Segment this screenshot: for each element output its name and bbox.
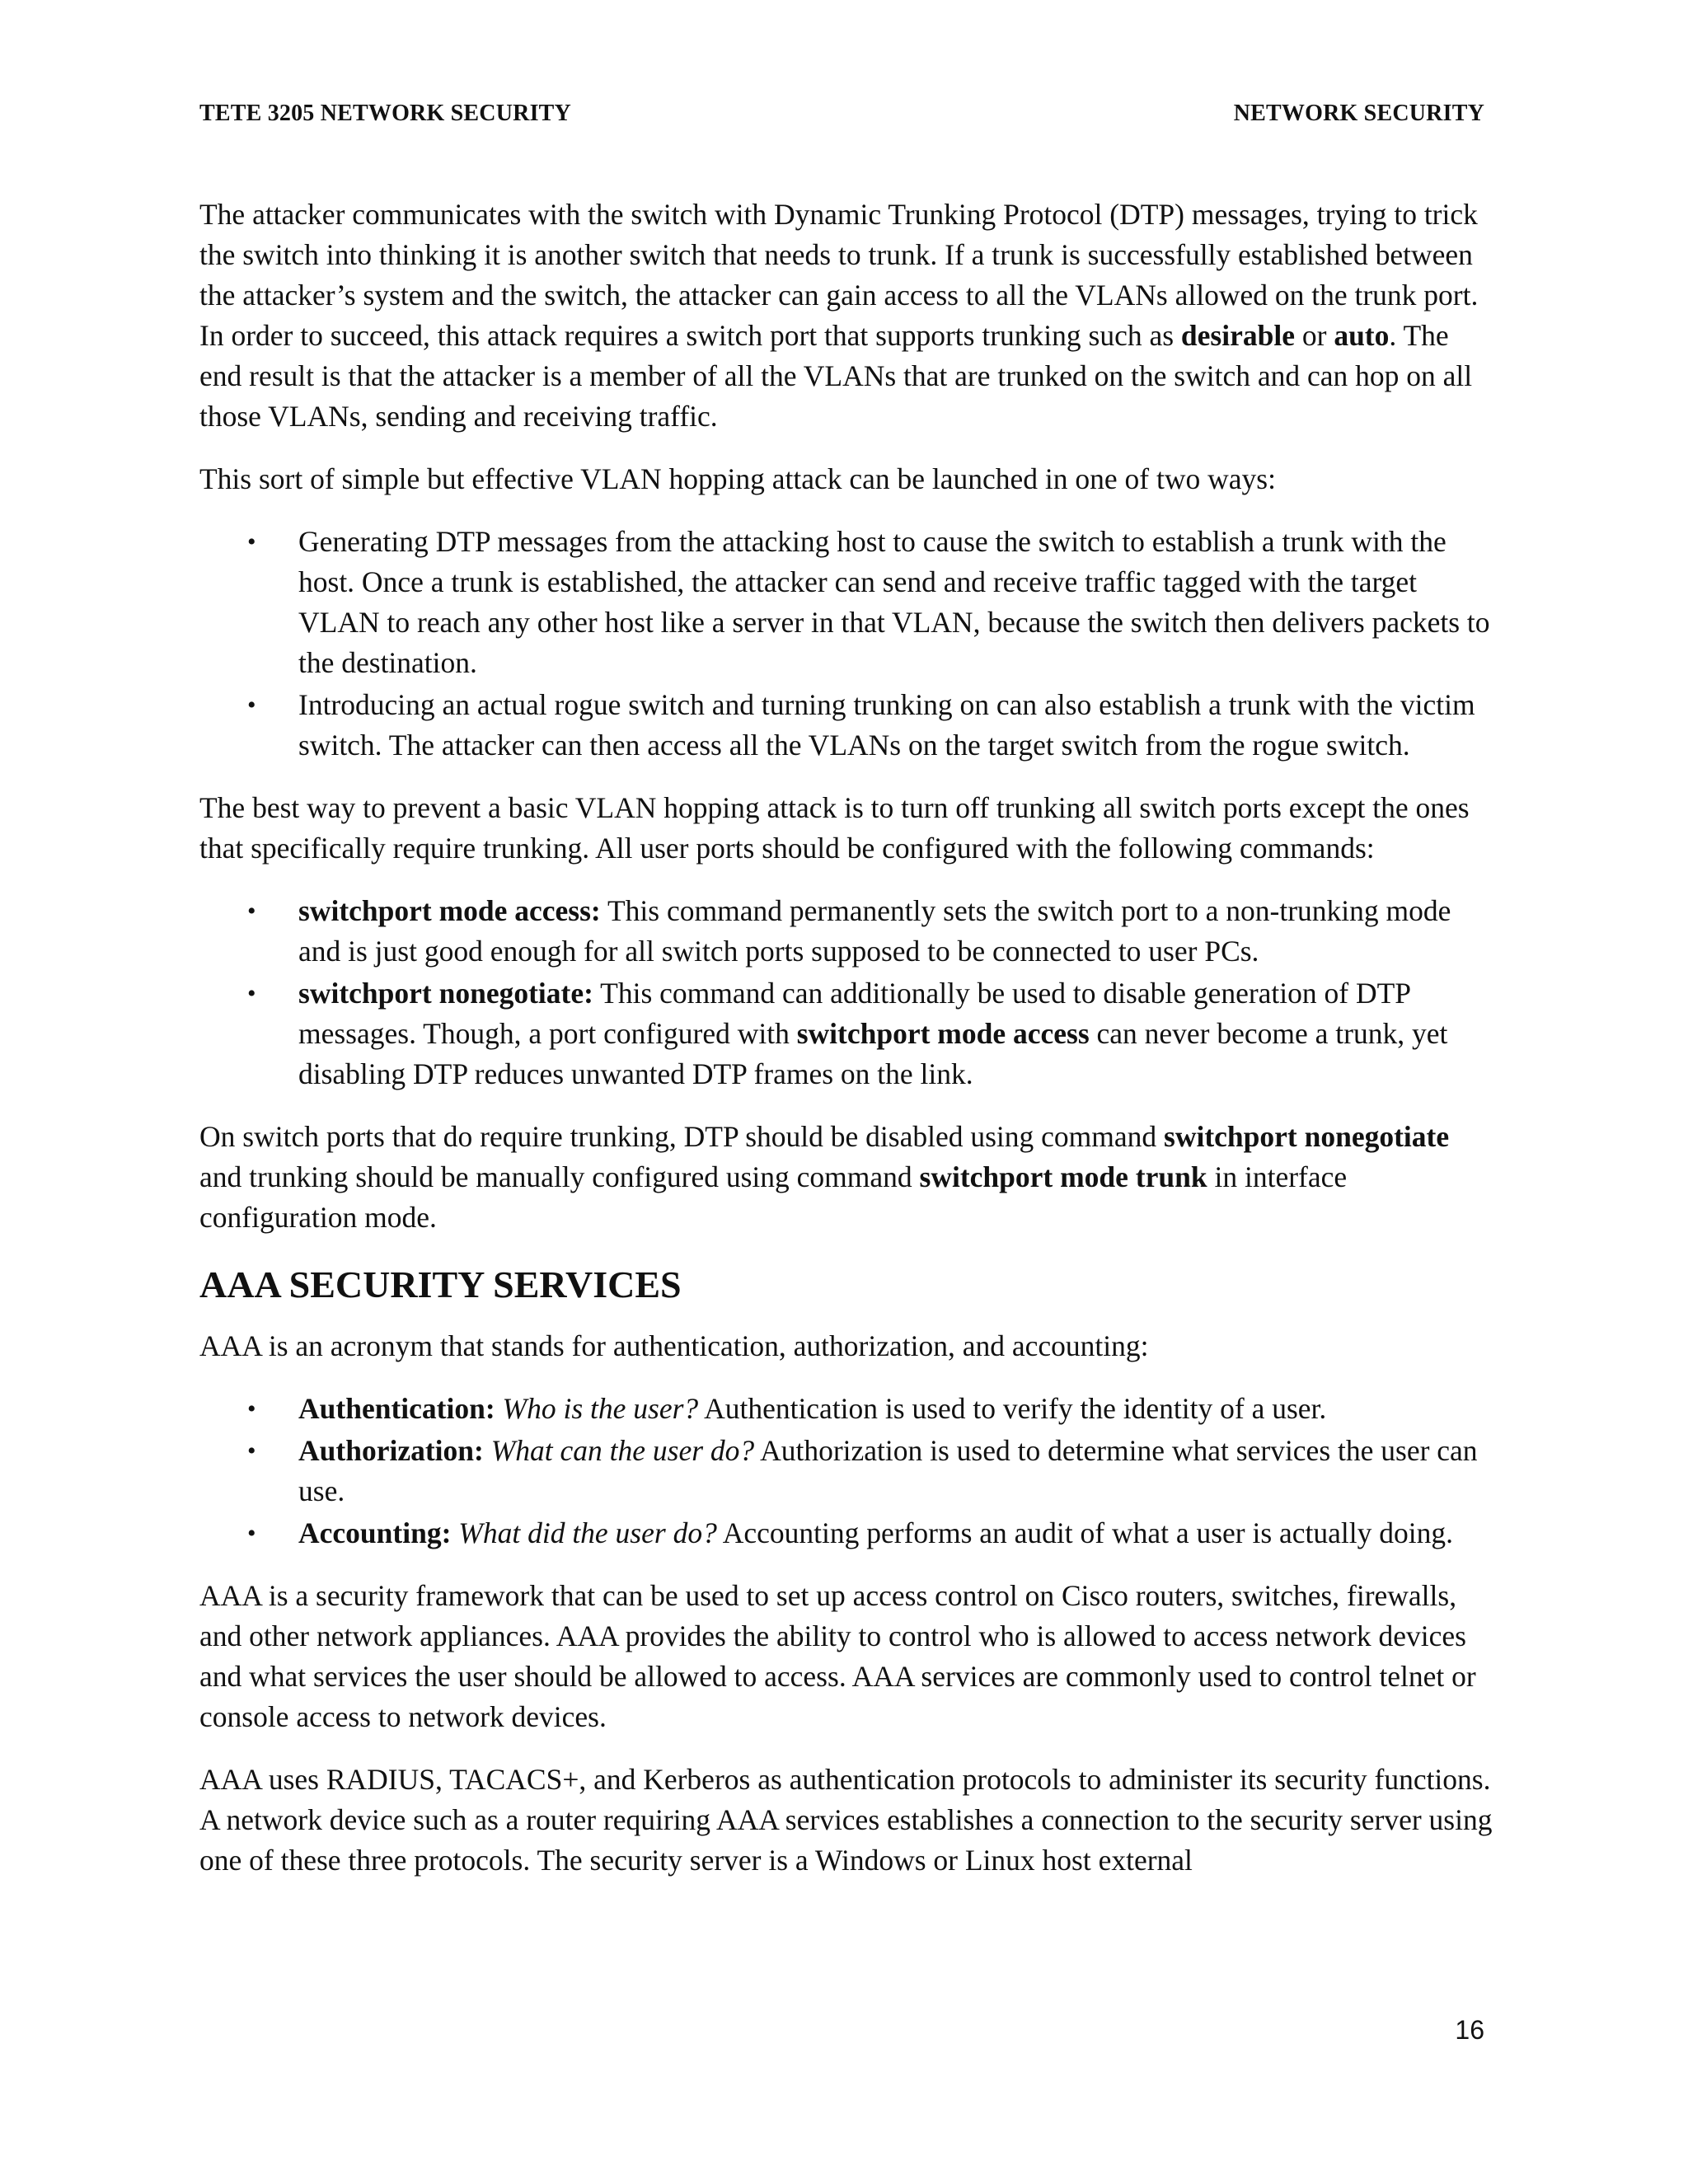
paragraph-dtp-attack (199, 194, 1493, 437)
list-item (199, 891, 1493, 972)
bullet-icon: • (247, 1520, 256, 1547)
command-term: switchport mode access (796, 1017, 1090, 1050)
list-commands (199, 891, 1493, 1094)
paragraph-aaa-acronym: AAA is an acronym that stands for authentication, authorization, and accounting: (199, 1329, 1149, 1362)
text-span: The attacker communicates with the switch with Dynamic Trunking Protocol (DTP) messages, trying to trick the switch into thinking it is another switch that needs to trunk. If a trunk is successfully established between the attacker’s system and the switch, the attacker can gain access to all the VLANs allowed on the trunk port. In order to succeed, this attack requires a switch port that supports trunking such as (199, 198, 1479, 352)
list-item-text: This command can additionally be used to disable generation of DTP messages. Though, a port configured with (298, 977, 1410, 1050)
aaa-question: What did the user do? (458, 1516, 717, 1549)
header-section-title: NETWORK SECURITY (1233, 101, 1484, 126)
list-item (199, 973, 1493, 1094)
aaa-question: Who is the user? (502, 1392, 699, 1425)
text-span: in interface configuration mode. (199, 1160, 1348, 1234)
text-span: and trunking should be manually configured using command (199, 1160, 920, 1193)
bullet-icon: • (247, 528, 256, 555)
list-item-text: Introducing an actual rogue switch and turning trunking on can also establish a trunk with the victim switch. The attacker can then access all the VLANs on the target switch from the rogue switch. (298, 688, 1475, 762)
paragraph-aaa-protocols: AAA uses RADIUS, TACACS+, and Kerberos as authentication protocols to administer its security functions. A network device such as a router requiring AAA services establishes a connection to the security server using one of these three protocols. The security server is a Windows or Linux host external (199, 1763, 1493, 1877)
paragraph-prevention: The best way to prevent a basic VLAN hopping attack is to turn off trunking all switch ports except the ones that specifically require trunking. All user ports should be configured with the following commands: (199, 791, 1470, 865)
paragraph-trunk-ports (199, 1117, 1493, 1238)
bullet-icon: • (247, 980, 256, 1007)
list-item-text: Accounting performs an audit of what a user is actually doing. (716, 1516, 1454, 1549)
list-aaa (199, 1389, 1493, 1554)
text-span: . The end result is that the attacker is a member of all the VLANs that are trunked on the switch and can hop on all those VLANs, sending and receiving traffic. (199, 319, 1473, 433)
list-item (199, 1431, 1493, 1511)
list-item (199, 685, 1493, 766)
text-span: or (1294, 319, 1334, 352)
term-auto: auto (1334, 319, 1390, 352)
aaa-term: Authentication: (298, 1392, 495, 1425)
list-item (199, 1389, 1493, 1429)
aaa-term: Authorization: (298, 1434, 484, 1467)
aaa-question: What can the user do? (490, 1434, 755, 1467)
paragraph-aaa-framework: AAA is a security framework that can be used to set up access control on Cisco routers, switches, firewalls, and other network appliances. AAA provides the ability to control who is allowed to access network devices and what services the user should be allowed to access. AAA services are commonly used to control telnet or console access to network devices. (199, 1579, 1476, 1733)
list-attack-methods (199, 522, 1493, 766)
bullet-icon: • (247, 1437, 256, 1465)
page-body (199, 194, 1493, 1903)
command-term: switchport nonegotiate (1164, 1120, 1450, 1153)
list-item-text: Authentication is used to verify the identity of a user. (698, 1392, 1327, 1425)
aaa-term: Accounting: (298, 1516, 452, 1549)
list-item-text: Authorization is used to determine what services the user can use. (298, 1434, 1478, 1507)
command-term: switchport mode access: (298, 894, 601, 927)
command-term: switchport nonegotiate: (298, 977, 593, 1010)
list-item (199, 522, 1493, 683)
bullet-icon: • (247, 691, 256, 719)
command-term: switchport mode trunk (919, 1160, 1207, 1193)
list-item-text: can never become a trunk, yet disabling DTP reduces unwanted DTP frames on the link. (298, 1017, 1448, 1090)
bullet-icon: • (247, 1395, 256, 1422)
section-heading: AAA SECURITY SERVICES (199, 1263, 682, 1305)
paragraph-two-ways: This sort of simple but effective VLAN hopping attack can be launched in one of two ways: (199, 462, 1276, 495)
list-item (199, 1513, 1493, 1554)
term-desirable: desirable (1180, 319, 1295, 352)
page-number: 16 (1455, 2015, 1484, 2045)
text-span: On switch ports that do require trunking, DTP should be disabled using command (199, 1120, 1165, 1153)
bullet-icon: • (247, 898, 256, 925)
list-item-text: Generating DTP messages from the attacking host to cause the switch to establish a trunk with the host. Once a trunk is established, the attacker can send and receive traffic tagged with the target VLAN to reach any other host like a server in that VLAN, because the switch then delivers packets to the destination. (298, 525, 1490, 679)
header-course-title: TETE 3205 NETWORK SECURITY (199, 101, 571, 126)
list-item-text: This command permanently sets the switch port to a non-trunking mode and is just good enough for all switch ports supposed to be connected to user PCs. (298, 894, 1451, 968)
